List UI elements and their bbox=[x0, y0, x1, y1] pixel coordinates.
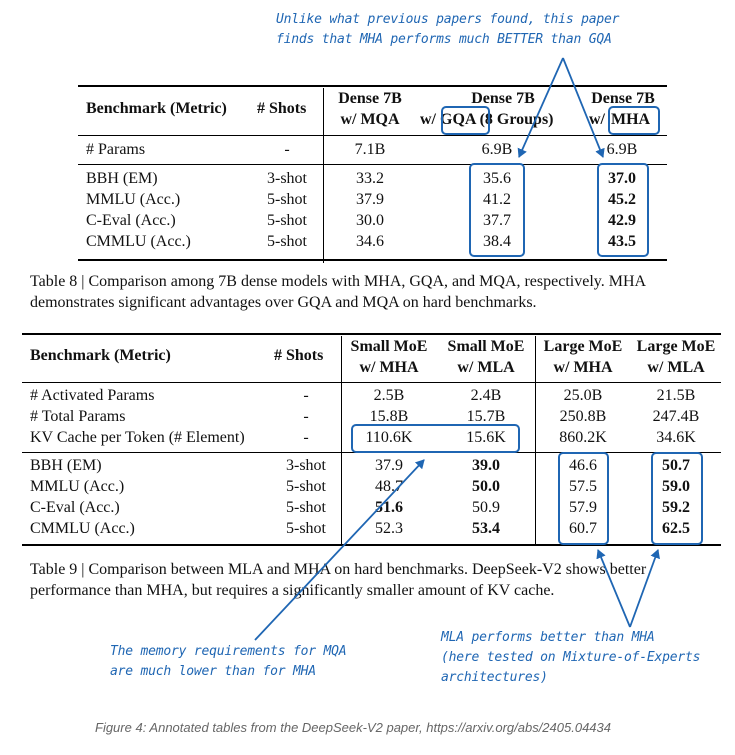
table8-params-label: # Params bbox=[86, 141, 146, 158]
table9-header-shots: # Shots bbox=[274, 347, 324, 364]
table8-row4-gqa: 38.4 bbox=[483, 233, 511, 250]
table9-param1-c4: 21.5B bbox=[656, 387, 696, 404]
table9-header-benchmark: Benchmark (Metric) bbox=[30, 347, 171, 364]
table8-row2-mqa: 37.9 bbox=[356, 191, 384, 208]
table9-param1-c2: 2.4B bbox=[470, 387, 502, 404]
table8-row3-mha: 42.9 bbox=[608, 212, 636, 229]
table9-row3-label: C-Eval (Acc.) bbox=[30, 499, 120, 516]
table8-params-mha: 6.9B bbox=[606, 141, 638, 158]
table8-header-gqa-suffix: (8 Groups) bbox=[479, 111, 554, 128]
table8-header-gqa-1: Dense 7B bbox=[471, 90, 535, 107]
table9-row3-c1: 51.6 bbox=[375, 499, 403, 516]
table8-row4-shots: 5-shot bbox=[267, 233, 307, 250]
table9-row2-c3: 57.5 bbox=[569, 478, 597, 495]
table8-row3-gqa: 37.7 bbox=[483, 212, 511, 229]
table9-row1-c2: 39.0 bbox=[472, 457, 500, 474]
table9-row2-c2: 50.0 bbox=[472, 478, 500, 495]
table8-row1-mqa: 33.2 bbox=[356, 170, 384, 187]
table9-row2-c4: 59.0 bbox=[662, 478, 690, 495]
table9-param1-shots: - bbox=[303, 387, 309, 404]
table9-row1-c3: 46.6 bbox=[569, 457, 597, 474]
table8-row3-label: C-Eval (Acc.) bbox=[86, 212, 176, 229]
table9-header-col4-1: Large MoE bbox=[636, 338, 716, 355]
table9-param3-c3: 860.2K bbox=[559, 429, 607, 446]
table9-param3-c1: 110.6K bbox=[365, 429, 413, 446]
table9-row4-c1: 52.3 bbox=[375, 520, 403, 537]
table9-row4-shots: 5-shot bbox=[286, 520, 326, 537]
table9-caption-line-1: Table 9 | Comparison between MLA and MHA on hard benchmarks. DeepSeek-V2 shows better bbox=[30, 561, 647, 578]
table8-header-gqa-word: GQA bbox=[440, 111, 476, 128]
table8-row4-label: CMMLU (Acc.) bbox=[86, 233, 191, 250]
table8-row3-shots: 5-shot bbox=[267, 212, 307, 229]
table8-params-mqa: 7.1B bbox=[354, 141, 386, 158]
table9-header-col2-2: w/ MLA bbox=[457, 359, 515, 376]
table9-row4-label: CMMLU (Acc.) bbox=[30, 520, 135, 537]
table9-row3-shots: 5-shot bbox=[286, 499, 326, 516]
table8-header-mqa-2: w/ MQA bbox=[340, 111, 400, 128]
table9-row2-shots: 5-shot bbox=[286, 478, 326, 495]
table8-row2-shots: 5-shot bbox=[267, 191, 307, 208]
table8-row1-gqa: 35.6 bbox=[483, 170, 511, 187]
table8-header-mha-1: Dense 7B bbox=[591, 90, 655, 107]
table8-row2-gqa: 41.2 bbox=[483, 191, 511, 208]
table9-param3-label: KV Cache per Token (# Element) bbox=[30, 429, 245, 446]
table9-param2-label: # Total Params bbox=[30, 408, 126, 425]
table9-row3-c3: 57.9 bbox=[569, 499, 597, 516]
table8-params-gqa: 6.9B bbox=[481, 141, 513, 158]
table9-row2-c1: 48.7 bbox=[375, 478, 403, 495]
table9-caption-line-2: performance than MHA, but requires a significantly smaller amount of KV cache. bbox=[30, 582, 555, 599]
table8-row3-mqa: 30.0 bbox=[356, 212, 384, 229]
annotation-top-line-1: Unlike what previous papers found, this paper bbox=[276, 12, 620, 27]
table8-header-benchmark: Benchmark (Metric) bbox=[86, 100, 227, 117]
annotation-bottom-right-line-1: MLA performs better than MHA bbox=[441, 630, 655, 645]
table9-row4-c4: 62.5 bbox=[662, 520, 690, 537]
table8-row4-mha: 43.5 bbox=[608, 233, 636, 250]
table8-header-mha-prefix: w/ bbox=[589, 111, 605, 128]
arrow-top-to-gqa bbox=[519, 58, 563, 157]
table9-row4-c3: 60.7 bbox=[569, 520, 597, 537]
table9-param1-label: # Activated Params bbox=[30, 387, 155, 404]
table8-row1-mha: 37.0 bbox=[608, 170, 636, 187]
table8-params-shots: - bbox=[284, 141, 290, 158]
table9-header-col4-2: w/ MLA bbox=[647, 359, 705, 376]
table9-param3-c4: 34.6K bbox=[656, 429, 696, 446]
table9-row3-c4: 59.2 bbox=[662, 499, 690, 516]
table9-param2-c4: 247.4B bbox=[652, 408, 700, 425]
annotation-bottom-left-line-2: are much lower than for MHA bbox=[110, 664, 316, 679]
table8-row2-mha: 45.2 bbox=[608, 191, 636, 208]
table9-param3-shots: - bbox=[303, 429, 309, 446]
figure-caption: Figure 4: Annotated tables from the DeepSeek-V2 paper, https://arxiv.org/abs/2405.04434 bbox=[95, 720, 611, 735]
table9-param2-c2: 15.7B bbox=[466, 408, 506, 425]
table8-header-mha-word: MHA bbox=[611, 111, 651, 128]
table8-header-gqa-prefix: w/ bbox=[420, 111, 436, 128]
table9-param1-c3: 25.0B bbox=[563, 387, 603, 404]
table9-row1-shots: 3-shot bbox=[286, 457, 326, 474]
table8-row1-shots: 3-shot bbox=[267, 170, 307, 187]
table9-param2-c3: 250.8B bbox=[559, 408, 607, 425]
table9-param1-c1: 2.5B bbox=[373, 387, 405, 404]
table9-row1-label: BBH (EM) bbox=[30, 457, 102, 474]
table8-caption-line-1: Table 8 | Comparison among 7B dense models with MHA, GQA, and MQA, respectively. MHA bbox=[30, 273, 647, 290]
annotation-bottom-left-line-1: The memory requirements for MQA bbox=[110, 644, 347, 659]
table8-header-shots: # Shots bbox=[257, 100, 307, 117]
table8-row4-mqa: 34.6 bbox=[356, 233, 384, 250]
table9-row1-c1: 37.9 bbox=[375, 457, 403, 474]
table9-param3-c2: 15.6K bbox=[466, 429, 506, 446]
table9-header-col2-1: Small MoE bbox=[447, 338, 525, 355]
table9-row4-c2: 53.4 bbox=[472, 520, 500, 537]
annotation-bottom-right-line-2: (here tested on Mixture-of-Experts bbox=[441, 650, 701, 665]
table8-caption-line-2: demonstrates significant advantages over GQA and MQA on hard benchmarks. bbox=[30, 294, 537, 311]
table9-row2-label: MMLU (Acc.) bbox=[30, 478, 125, 495]
table9-param2-c1: 15.8B bbox=[369, 408, 409, 425]
table8-row2-label: MMLU (Acc.) bbox=[86, 191, 181, 208]
table9-row3-c2: 50.9 bbox=[472, 499, 500, 516]
annotation-bottom-right-line-3: architectures) bbox=[441, 670, 548, 685]
table9-header-col3-2: w/ MHA bbox=[553, 359, 613, 376]
arrow-right-to-large-mla bbox=[630, 550, 658, 627]
arrow-top-to-mha bbox=[563, 58, 603, 157]
table8-row1-label: BBH (EM) bbox=[86, 170, 158, 187]
table9-param2-shots: - bbox=[303, 408, 309, 425]
table9-row1-c4: 50.7 bbox=[662, 457, 690, 474]
arrow-right-to-large-mha bbox=[598, 550, 630, 627]
annotation-top-line-2: finds that MHA performs much BETTER than GQA bbox=[276, 32, 612, 47]
table9-header-col1-1: Small MoE bbox=[350, 338, 428, 355]
table8-header-mqa-1: Dense 7B bbox=[338, 90, 402, 107]
arrow-left-to-kv-cache bbox=[255, 460, 424, 640]
table9-header-col3-1: Large MoE bbox=[543, 338, 623, 355]
table9-header-col1-2: w/ MHA bbox=[359, 359, 419, 376]
